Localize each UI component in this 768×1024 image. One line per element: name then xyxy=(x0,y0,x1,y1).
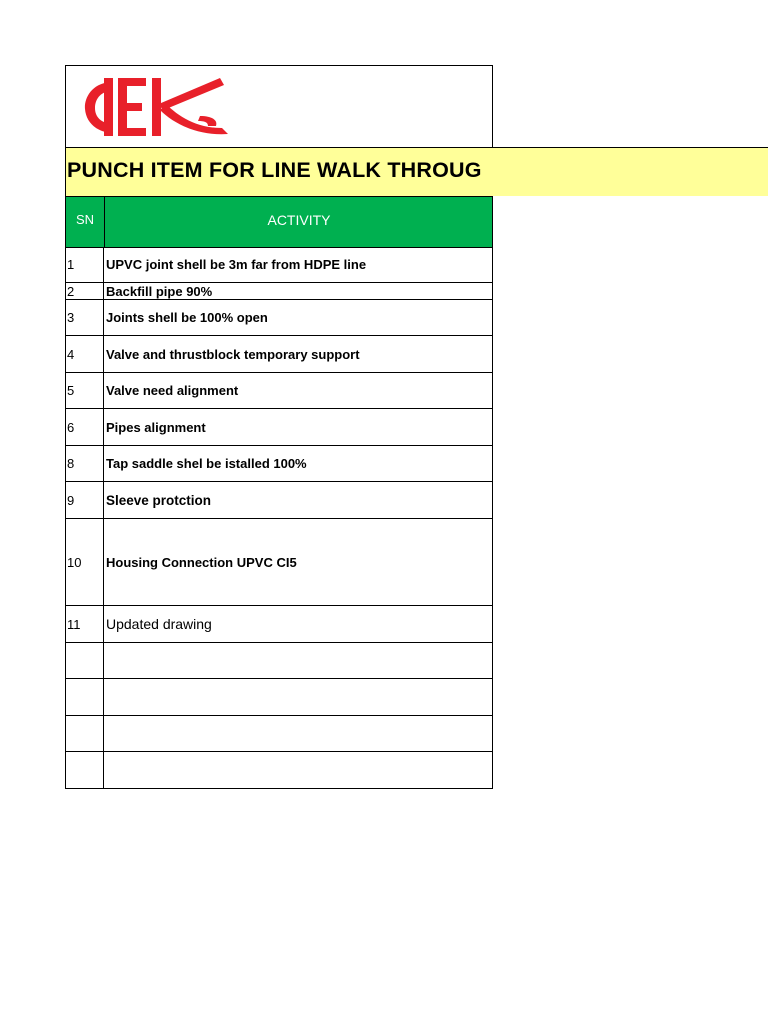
header-sn: SN xyxy=(75,212,95,227)
table-row[interactable] xyxy=(65,247,493,283)
table-row[interactable] xyxy=(65,482,493,519)
table-row[interactable] xyxy=(65,643,493,679)
cell-sn[interactable]: 8 xyxy=(66,446,104,481)
cell-sn[interactable]: 2 xyxy=(66,283,104,299)
table-row[interactable] xyxy=(65,283,493,300)
cell-sn[interactable] xyxy=(66,716,104,751)
cell-activity[interactable] xyxy=(106,643,492,678)
cell-activity[interactable]: Valve and thrustblock temporary support xyxy=(106,346,360,362)
table-row[interactable] xyxy=(65,606,493,643)
page-title: PUNCH ITEM FOR LINE WALK THROUG xyxy=(67,158,482,182)
cell-sn[interactable]: 1 xyxy=(66,247,104,282)
cell-sn[interactable] xyxy=(66,752,104,788)
cell-activity[interactable]: Tap saddle shel be istalled 100% xyxy=(106,456,307,471)
cell-activity[interactable]: Pipes alignment xyxy=(106,419,206,435)
cell-sn[interactable] xyxy=(66,643,104,678)
table-row[interactable] xyxy=(65,446,493,482)
logo-row xyxy=(65,65,493,147)
cell-sn[interactable]: 3 xyxy=(66,300,104,335)
cell-activity[interactable]: Sleeve protction xyxy=(106,492,212,508)
table-row[interactable] xyxy=(65,300,493,336)
cell-sn[interactable]: 6 xyxy=(66,409,104,445)
table-body xyxy=(65,247,493,789)
header-activity: ACTIVITY xyxy=(267,212,331,228)
table-row[interactable] xyxy=(65,752,493,789)
table-header xyxy=(65,196,493,248)
cell-activity[interactable] xyxy=(106,716,492,751)
table-row[interactable] xyxy=(65,679,493,716)
cell-sn[interactable]: 10 xyxy=(66,519,104,605)
title-row xyxy=(65,147,768,196)
cell-activity[interactable]: Valve need alignment xyxy=(106,383,239,398)
cell-sn[interactable]: 9 xyxy=(66,482,104,518)
cell-activity[interactable]: Housing Connection UPVC CI5 xyxy=(106,554,297,570)
cell-activity[interactable]: Joints shell be 100% open xyxy=(106,310,268,325)
cell-sn[interactable] xyxy=(66,679,104,715)
company-logo-icon xyxy=(82,76,232,138)
table-row[interactable] xyxy=(65,716,493,752)
table-row[interactable] xyxy=(65,336,493,373)
table-row[interactable] xyxy=(65,409,493,446)
cell-activity[interactable]: Updated drawing xyxy=(106,616,212,632)
cell-activity[interactable] xyxy=(106,679,492,715)
cell-sn[interactable]: 5 xyxy=(66,373,104,408)
cell-sn[interactable]: 4 xyxy=(66,336,104,372)
cell-activity[interactable] xyxy=(106,752,492,788)
cell-activity[interactable]: UPVC joint shell be 3m far from HDPE line xyxy=(106,257,367,272)
cell-sn[interactable]: 11 xyxy=(66,606,104,642)
table-row[interactable] xyxy=(65,519,493,606)
cell-activity[interactable]: Backfill pipe 90% xyxy=(106,283,213,299)
table-row[interactable] xyxy=(65,373,493,409)
